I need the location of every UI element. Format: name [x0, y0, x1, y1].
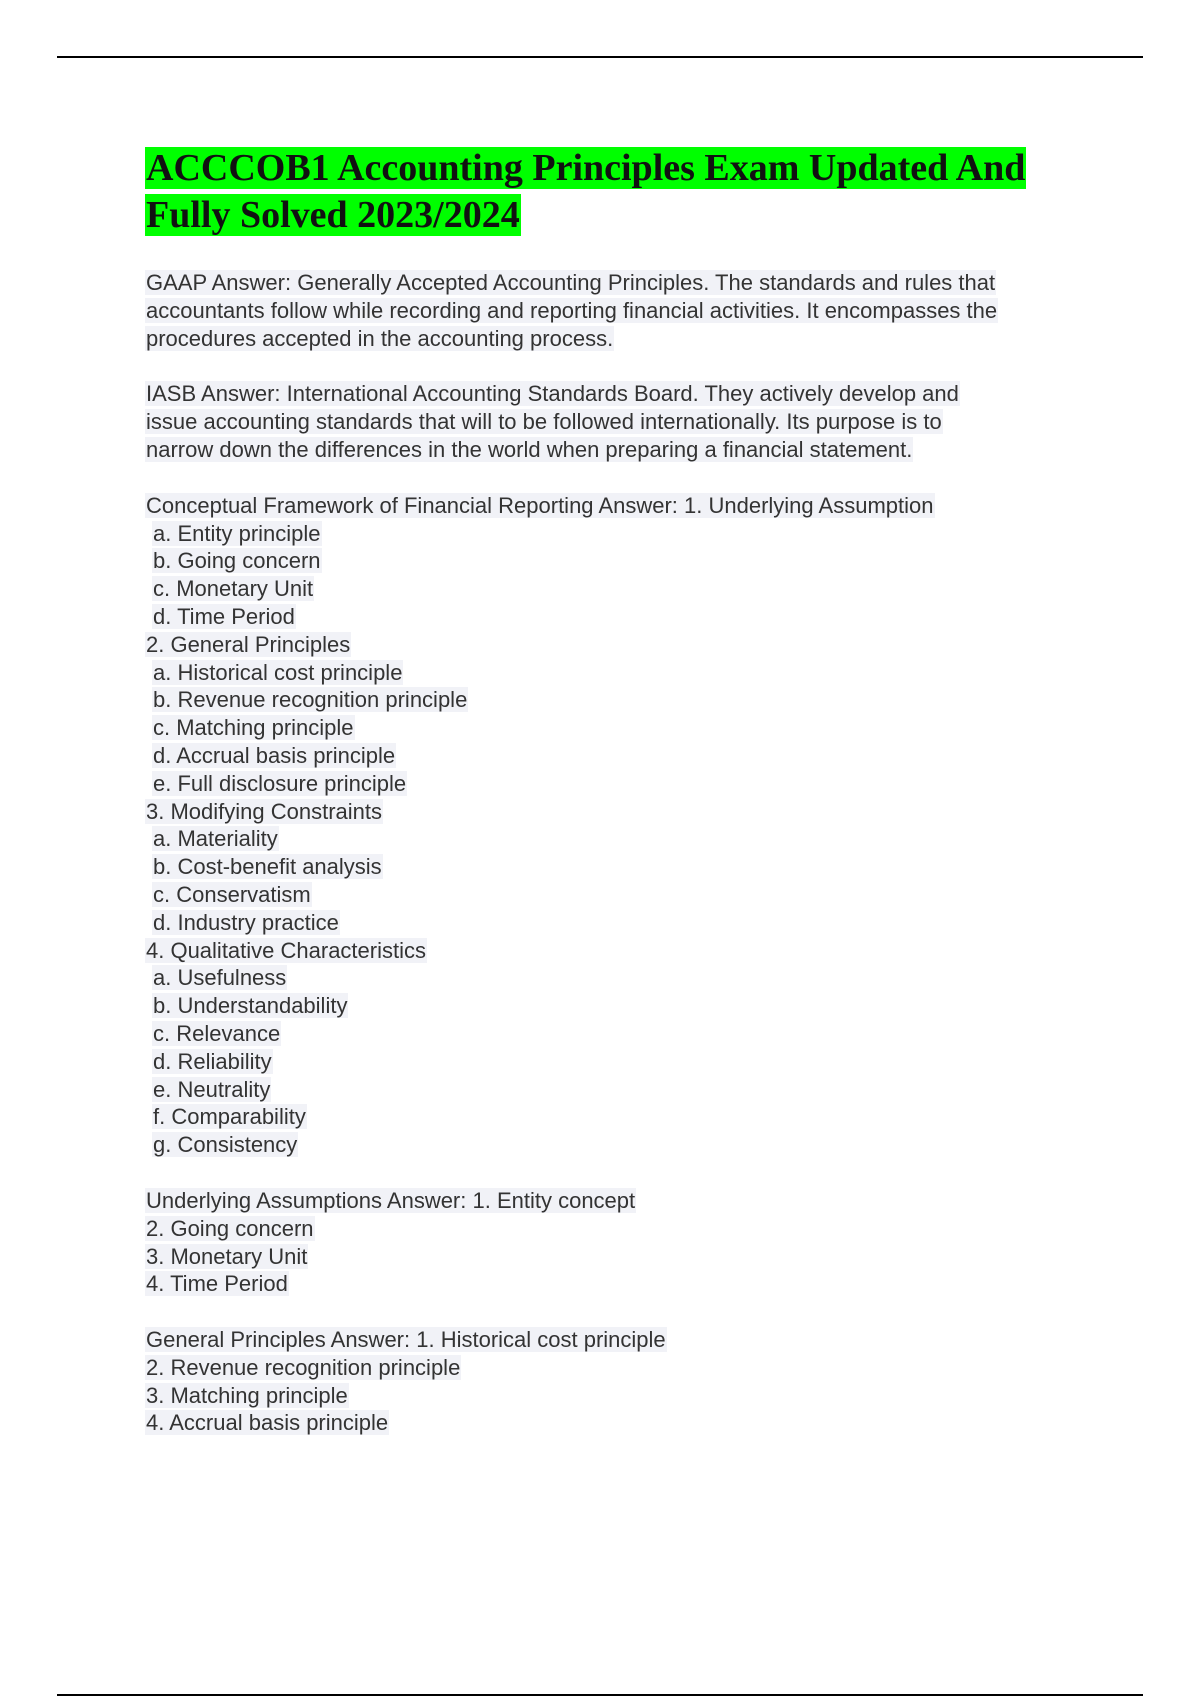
line-text: GAAP Answer: Generally Accepted Accounting Principles. The standards and rules that: [146, 270, 996, 295]
line-text: c. Conservatism: [153, 881, 311, 907]
line-text: d. Accrual basis principle: [153, 742, 396, 768]
line-text: a. Materiality: [153, 826, 278, 852]
line-text: 4. Accrual basis principle: [146, 1410, 389, 1436]
list-sub-item: [145, 909, 1090, 937]
line-text: d. Time Period: [153, 603, 295, 629]
qa-block: [145, 380, 1090, 463]
text-line: [145, 798, 1090, 826]
line-text: 4. Time Period: [146, 1271, 288, 1297]
line-text: b. Going concern: [153, 548, 321, 574]
list-sub-item: [145, 714, 1090, 742]
list-sub-item: [145, 1131, 1090, 1159]
list-sub-item: [145, 742, 1090, 770]
text-line: [145, 436, 1090, 464]
title-line: Fully Solved 2023/2024: [146, 194, 520, 236]
list-sub-item: [145, 659, 1090, 687]
list-sub-item: [145, 686, 1090, 714]
line-text: 2. General Principles: [146, 631, 351, 657]
text-line: [145, 937, 1090, 965]
text-line: [145, 631, 1090, 659]
text-line: [145, 408, 1090, 436]
text-line: [145, 492, 1090, 520]
list-sub-item: [145, 575, 1090, 603]
line-text: 2. Revenue recognition principle: [146, 1354, 461, 1380]
line-text: c. Matching principle: [153, 715, 354, 741]
line-text: c. Monetary Unit: [153, 576, 314, 602]
text-line: [145, 297, 1090, 325]
line-text: 4. Qualitative Characteristics: [146, 937, 426, 963]
line-text: e. Full disclosure principle: [153, 770, 407, 796]
line-text: b. Revenue recognition principle: [153, 687, 468, 713]
text-line: [145, 1215, 1090, 1243]
line-text: 3. Monetary Unit: [146, 1243, 308, 1269]
line-text: a. Historical cost principle: [153, 659, 403, 685]
text-line: [145, 1326, 1090, 1354]
line-text: e. Neutrality: [153, 1076, 271, 1102]
list-sub-item: [145, 881, 1090, 909]
top-rule: [57, 56, 1143, 58]
line-text: IASB Answer: International Accounting Standards Board. They actively develop and: [146, 381, 959, 407]
list-sub-item: [145, 992, 1090, 1020]
line-text: Underlying Assumptions Answer: 1. Entity concept: [146, 1187, 636, 1213]
line-text: f. Comparability: [153, 1104, 306, 1130]
qa-block: [145, 269, 1090, 352]
text-line: [145, 1409, 1090, 1437]
list-sub-item: [145, 547, 1090, 575]
line-text: a. Entity principle: [153, 520, 321, 546]
text-line: [145, 1354, 1090, 1382]
line-text: g. Consistency: [153, 1132, 298, 1158]
line-text: d. Industry practice: [153, 909, 339, 935]
text-line: [145, 1187, 1090, 1215]
list-sub-item: [145, 770, 1090, 798]
text-line: [145, 1243, 1090, 1271]
list-sub-item: [145, 1103, 1090, 1131]
text-line: [145, 1270, 1090, 1298]
list-sub-item: [145, 1076, 1090, 1104]
list-sub-item: [145, 853, 1090, 881]
list-sub-item: [145, 1020, 1090, 1048]
line-text: 3. Matching principle: [146, 1382, 348, 1408]
line-text: 3. Modifying Constraints: [146, 798, 382, 824]
line-text: narrow down the differences in the world when preparing a financial statement.: [146, 436, 913, 462]
line-text: General Principles Answer: 1. Historical cost principle: [146, 1327, 666, 1353]
line-text: 2. Going concern: [146, 1215, 314, 1241]
list-sub-item: [145, 603, 1090, 631]
line-text: procedures accepted in the accounting process.: [146, 325, 614, 351]
list-sub-item: [145, 964, 1090, 992]
line-text: issue accounting standards that will to be followed internationally. Its purpose is to: [146, 409, 942, 435]
text-line: [145, 269, 1090, 297]
qa-section: [145, 269, 1090, 1437]
qa-block: [145, 1187, 1090, 1298]
line-text: b. Cost-benefit analysis: [153, 854, 382, 880]
line-text: accountants follow while recording and reporting financial activities. It encompasses the: [146, 297, 998, 323]
list-sub-item: [145, 1048, 1090, 1076]
title-line: ACCCOB1 Accounting Principles Exam Updated And: [146, 147, 1026, 189]
document-body: [145, 145, 1090, 1465]
line-text: c. Relevance: [153, 1020, 281, 1046]
line-text: d. Reliability: [153, 1048, 272, 1074]
text-line: [145, 380, 1090, 408]
line-text: Conceptual Framework of Financial Reporting Answer: 1. Underlying Assumption: [146, 492, 934, 518]
qa-block: [145, 1326, 1090, 1437]
text-line: [145, 1382, 1090, 1410]
document-title: [145, 145, 1090, 239]
bottom-rule: [57, 1694, 1143, 1696]
list-sub-item: [145, 825, 1090, 853]
line-text: a. Usefulness: [153, 965, 287, 991]
list-sub-item: [145, 520, 1090, 548]
text-line: [145, 325, 1090, 353]
qa-block: [145, 492, 1090, 1159]
line-text: b. Understandability: [153, 993, 348, 1019]
